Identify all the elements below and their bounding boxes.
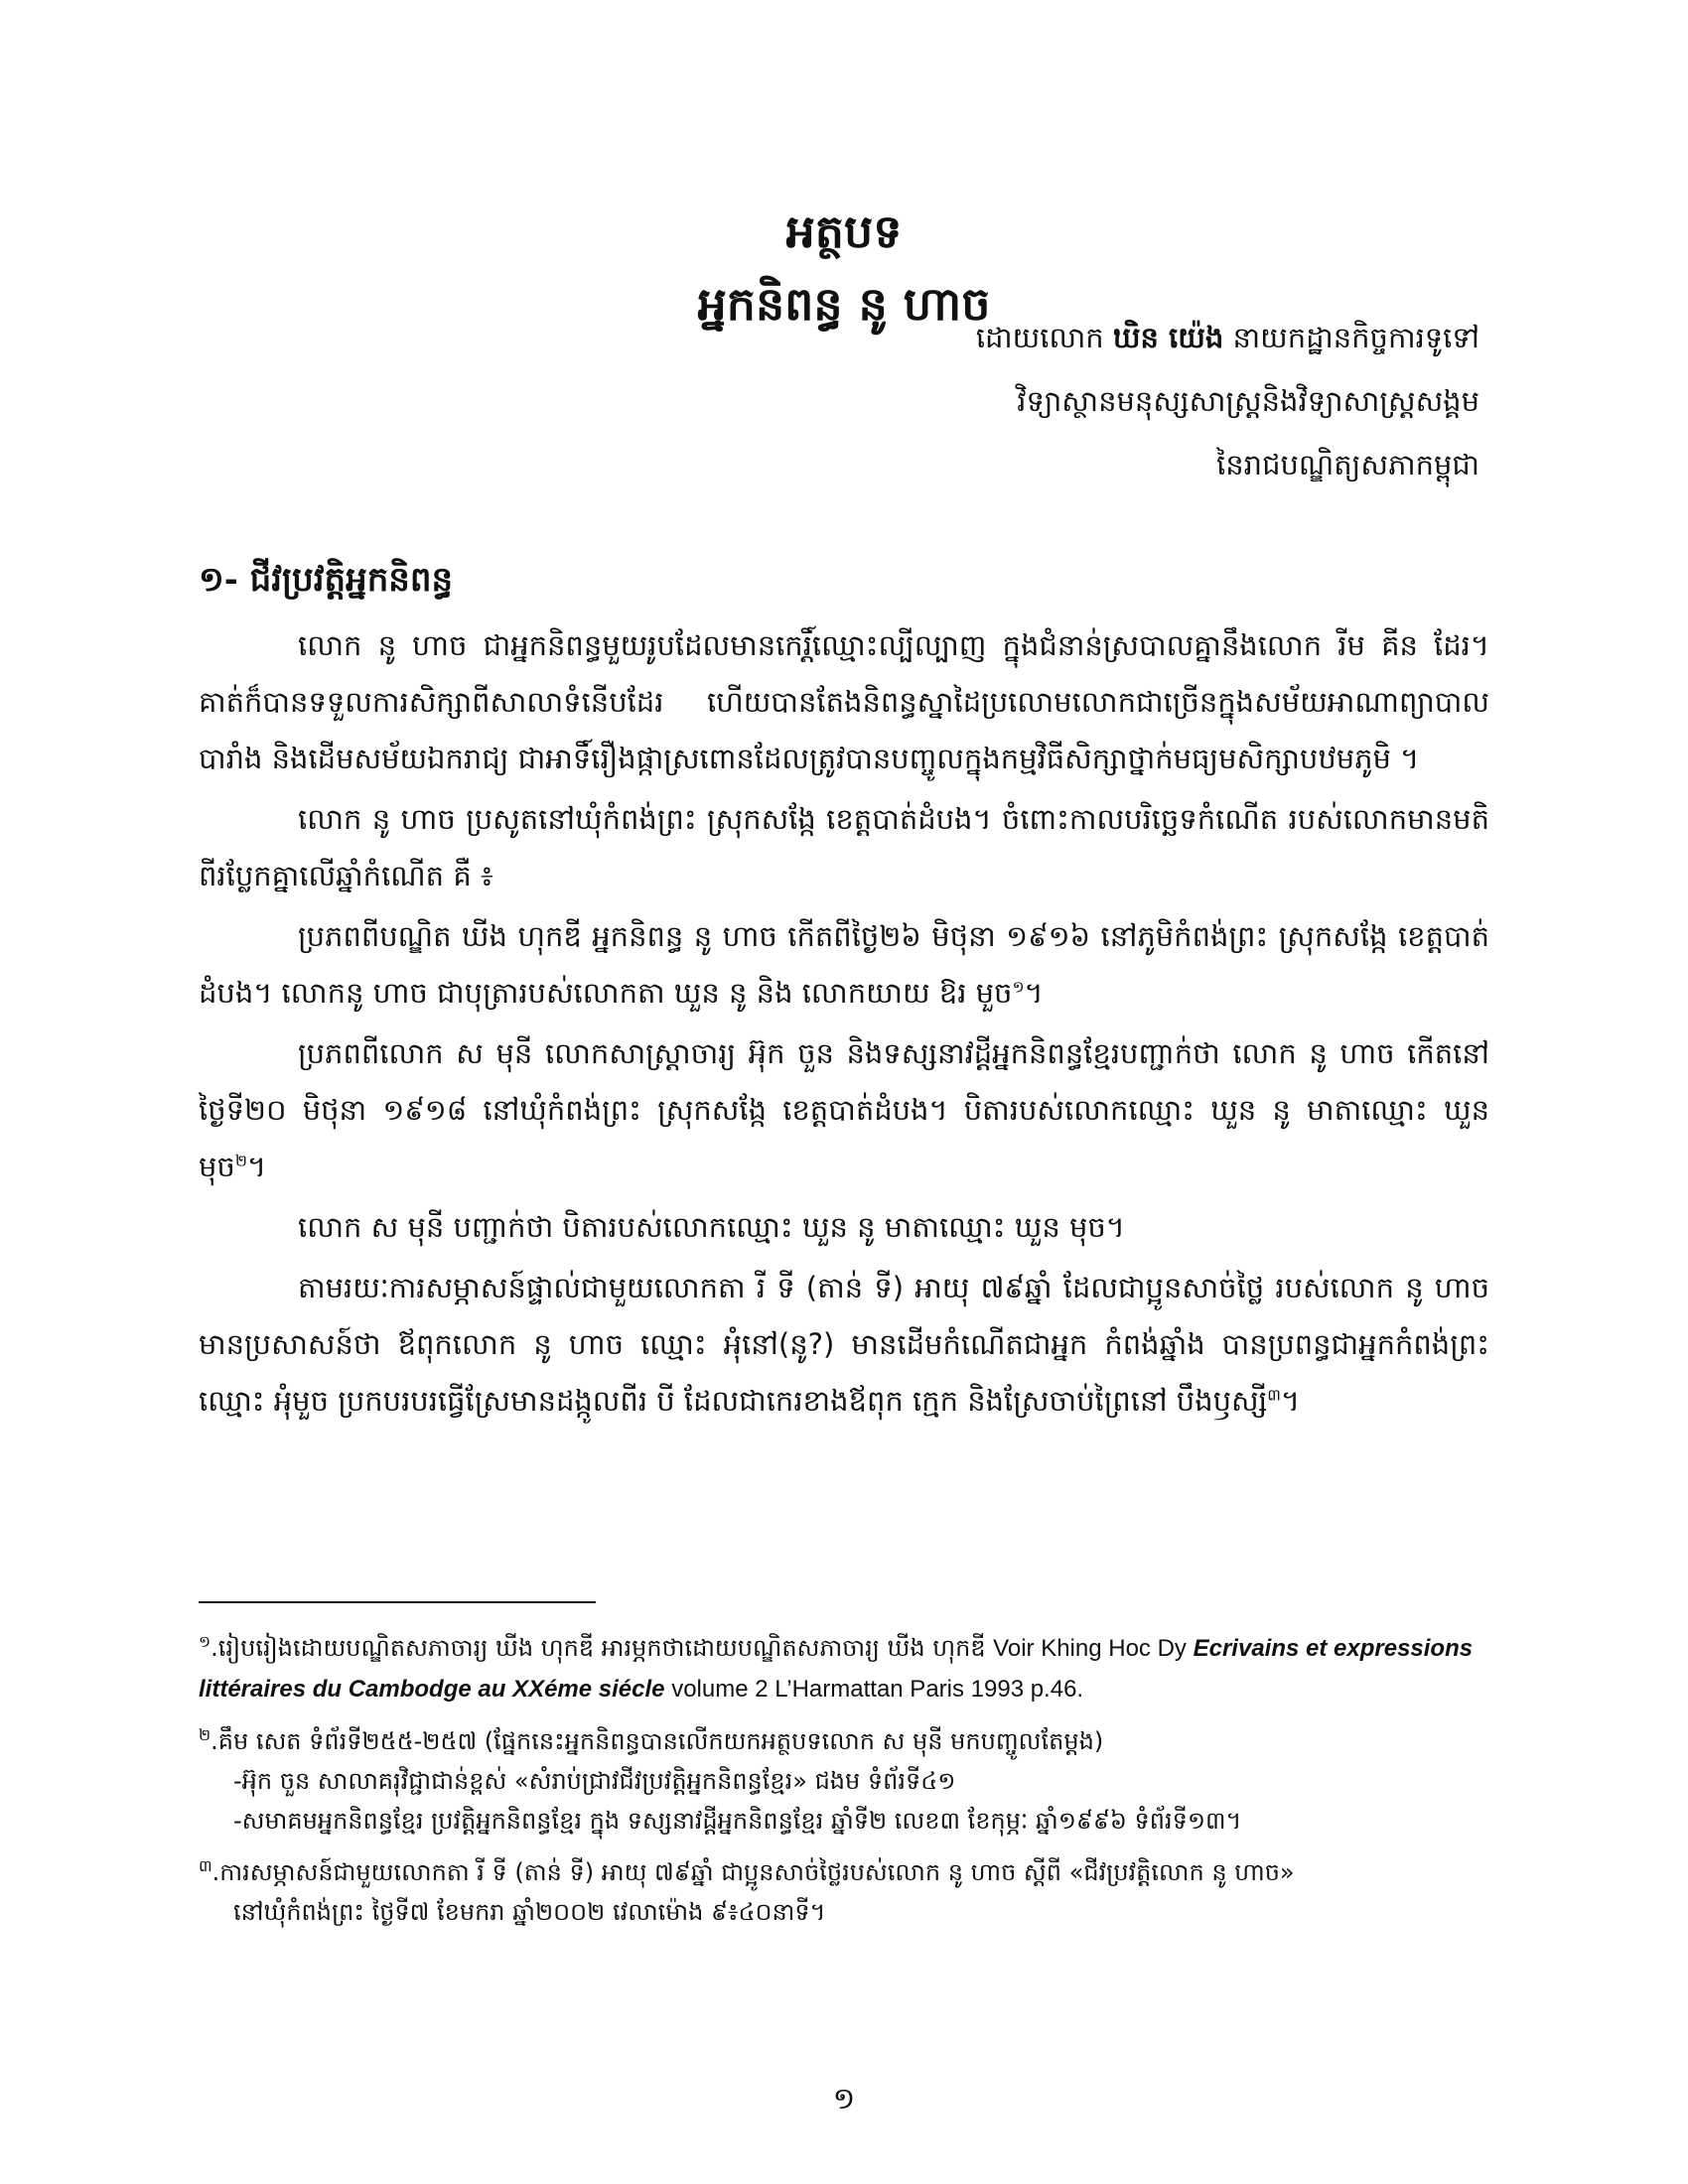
footnote-2 — [199, 1721, 1499, 1841]
paragraph-end: ។ — [1280, 1384, 1301, 1418]
citation-author: Voir Khing Hoc Dy — [993, 1635, 1187, 1662]
byline-institute: វិទ្យាស្ថានមនុស្សសាស្ត្រនិងវិទ្យាសាស្ត្រសង្គម — [1017, 384, 1479, 418]
section-heading: ១- ជីវប្រវត្តិអ្នកនិពន្ធ — [199, 560, 454, 600]
footnotes — [199, 1628, 1499, 1944]
author-role: នាយកដ្ឋានកិច្ចការទូទៅ — [1232, 321, 1479, 354]
footnote-ref[interactable]: ១ — [1012, 977, 1025, 997]
paragraph: លោក ស មុនី បញ្ជាក់ថា បិតារបស់លោកឈ្មោះ ឃួន នូ មាតាឈ្មោះ ឃួន មុច។ — [298, 1210, 1125, 1244]
footnote-text: .រៀបរៀងដោយបណ្ឌិតសភាចារ្យ ឃីង ហុកឌី អារម្ភកថាដោយបណ្ឌិតសភាចារ្យ ឃីង ហុកឌី — [211, 1634, 986, 1662]
footnote-mark: ៣ — [199, 1856, 212, 1875]
paragraph — [199, 1025, 1489, 1195]
footnote-line: -សមាគមអ្នកនិពន្ធខ្មែរ ប្រវត្តិអ្នកនិពន្ធខ្មែរ ក្នុង ទស្សនាវដ្តីអ្នកនិពន្ធខ្មែរ ឆ្នាំទី២ លេខ៣ ខែកុម្ភៈ ឆ្នាំ១៩៩៦ ទំព័រទី១៣។ — [233, 1807, 1242, 1835]
byline-prefix: ដោយលោក — [975, 321, 1104, 354]
footnote-line: នៅឃុំកំពង់ព្រះ ថ្ងៃទី៧ ខែមករា ឆ្នាំ២០០២ វេលាម៉ោង ៩៖៤០នាទី។ — [233, 1898, 826, 1926]
article-title: អ្នកនិពន្ធ នូ ហាច — [697, 277, 991, 331]
footnote-ref[interactable]: ២ — [234, 1151, 247, 1170]
byline — [586, 306, 1479, 496]
footnote-line — [199, 1852, 1499, 1892]
paragraph: លោក នូ ហាច ប្រសូតនៅឃុំកំពង់ព្រះ ស្រុកសង្កែ ខេត្តបាត់ដំបង។ ចំពោះកាលបរិច្ឆេទកំណើត របស់លោកមានមតិពីរប្លែកគ្នាលើឆ្នាំកំណើត គឺ ៖ — [199, 802, 1489, 892]
footnote-line — [199, 1721, 1499, 1761]
footnote-mark: ១ — [199, 1632, 211, 1651]
footnote-text: .គឹម សេត ទំព័រទី២៥៥-២៥៧ (ផ្នែកនេះអ្នកនិពន្ធបានលើកយកអត្ថបទលោក ស មុនី មកបញ្ចូលតែម្តង) — [211, 1727, 1104, 1755]
citation-title: Ecrivains et expressions littéraires du Cambodge au XXéme siécle — [199, 1635, 1474, 1703]
footnote-3 — [199, 1852, 1499, 1932]
footnote-text: .ការសម្ភាសន៍ជាមួយលោកតា រី ទី (តាន់ ទី) អាយុ ៧៩ឆ្នាំ ជាប្អូនសាច់ថ្លៃរបស់លោក នូ ហាច ស្តីពី «ជីវប្រវត្តិលោក នូ ហាច» — [211, 1858, 1295, 1886]
byline-line-1 — [586, 306, 1479, 369]
page-number: ១ — [832, 2082, 856, 2116]
footnote-ref[interactable]: ៣ — [1267, 1385, 1281, 1405]
body-text — [199, 617, 1489, 1433]
paragraph — [199, 908, 1489, 1022]
footnote-line: -អ៊ុក ចួន សាលាគរុវិជ្ជាជាន់ខ្ពស់ «សំរាប់ជ្រាវជីវប្រវត្តិអ្នកនិពន្ធខ្មែរ» ជងម ទំព័រទី៤១ — [233, 1767, 956, 1795]
paragraph-end: ។ — [246, 1150, 267, 1183]
paragraph-text: ប្រភពពីបណ្ឌិត ឃីង ហុកឌី អ្នកនិពន្ធ នូ ហាច កើតពីថ្ងៃ២៦ មិថុនា ១៩១៦ នៅភូមិកំពង់ព្រះ ស្រុកសង្កែ ខេត្តបាត់ដំបង។ លោកនូ ហាច ជាបុត្រារបស់លោកតា ឃួន នូ និង លោកយាយ ឱរ មួច — [199, 919, 1489, 1010]
article-label: អត្ថបទ — [785, 205, 903, 258]
paragraph-text: តាមរយៈការសម្ភាសន៍ផ្ទាល់ជាមួយលោកតា រី ទី (តាន់ ទី) អាយុ ៧៩ឆ្នាំ ដែលជាប្អូនសាច់ថ្លៃ របស់លោក នូ ហាច មានប្រសាសន៍ថា ឪពុកលោក នូ ហាច ឈ្មោះ អុំនៅ(នូ?) មានដើមកំណើតជាអ្នក កំពង់ឆ្នាំង បានប្រពន្ធជាអ្នកកំពង់ព្រះ ឈ្មោះ អុំមួច ប្រកបរបរធ្វើស្រែមានដង្កូលពីរ បី ដែលជាកេរខាងឪពុក ក្មេក និងស្រែចាប់ព្រៃនៅ បឹងឫស្សី — [199, 1271, 1489, 1418]
paragraph — [199, 1260, 1489, 1430]
footnote-separator — [199, 1601, 596, 1603]
footnote-1 — [199, 1628, 1499, 1709]
byline-academy: នៃរាជបណ្ឌិត្យសភាកម្ពុជា — [1216, 448, 1479, 481]
citation-details: volume 2 L’Harmattan Paris 1993 p.46. — [671, 1676, 1084, 1703]
author-name: ឃិន យ៉េង — [1112, 321, 1224, 354]
paragraph-end: ។ — [1024, 976, 1044, 1010]
footnote-mark: ២ — [199, 1725, 211, 1744]
paragraph: លោក នូ ហាច ជាអ្នកនិពន្ធមួយរូបដែលមានកេរ្តិ៍ឈ្មោះល្បីល្បាញ ក្នុងជំនាន់ស្របាលគ្នានឹងលោក រីម គីន ដែរ។ គាត់ក៏បានទទួលការសិក្សាពីសាលាទំនើបដែរ ហើយបានតែងនិពន្ធស្នាដៃប្រលោមលោកជាច្រើនក្នុងសម័យអាណាព្យាបាលបារាំង និងដើមសម័យឯករាជ្យ ជាអាទិ៍រឿងផ្កាស្រពោនដែលត្រូវបានបញ្ចូលក្នុងកម្មវិធីសិក្សាថ្នាក់មធ្យមសិក្សាបឋមភូមិ ។ — [199, 628, 1489, 775]
paragraph-text: ប្រភពពីលោក ស មុនី លោកសាស្ត្រាចារ្យ អ៊ុក ចួន និងទស្សនាវដ្តីអ្នកនិពន្ធខ្មែរបញ្ជាក់ថា លោក នូ ហាច កើតនៅថ្ងៃទី២០ មិថុនា ១៩១៨ នៅឃុំកំពង់ព្រះ ស្រុកសង្កែ ខេត្តបាត់ដំបង។ បិតារបស់លោកឈ្មោះ ឃួន នូ មាតាឈ្មោះ ឃួន មុច — [199, 1036, 1489, 1183]
